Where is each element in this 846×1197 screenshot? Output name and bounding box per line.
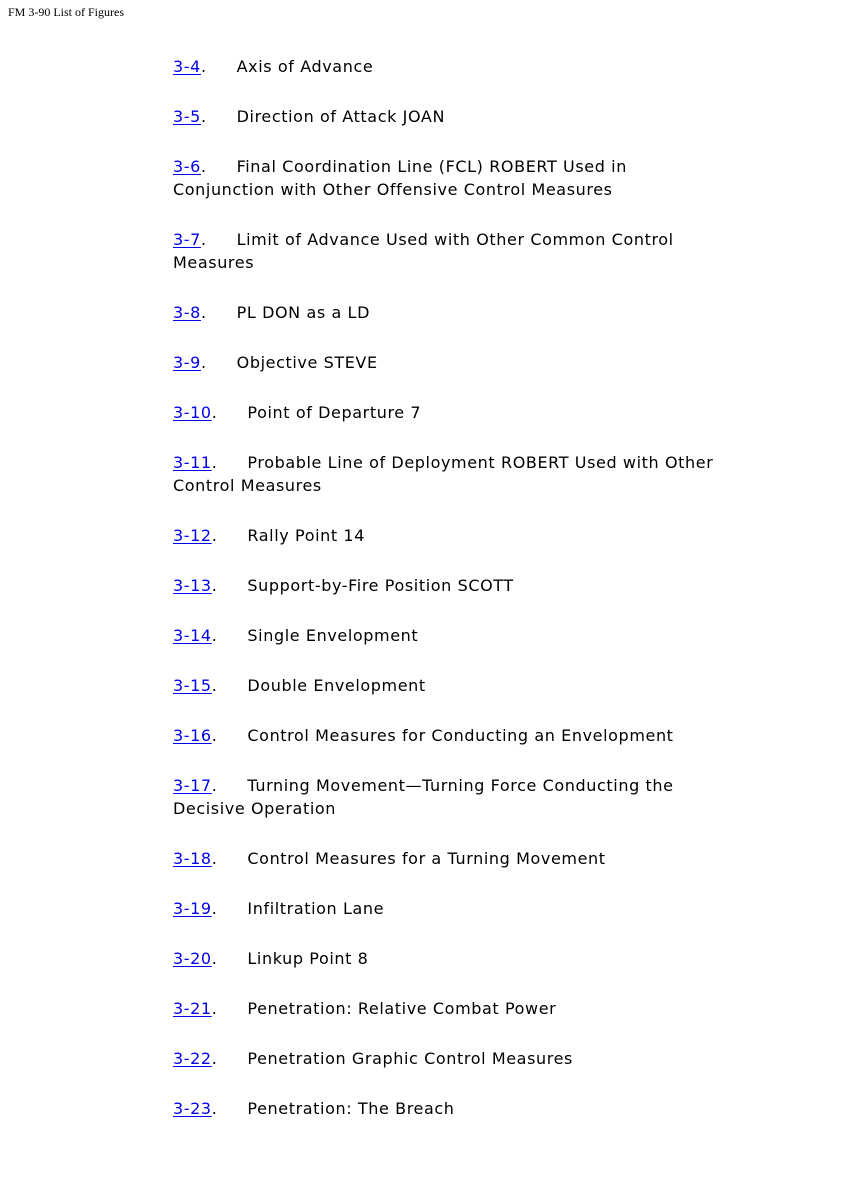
figure-title: Control Measures for Conducting an Envelopment <box>247 726 674 745</box>
figure-entry <box>173 451 733 497</box>
period: . <box>211 899 218 918</box>
figure-title: Penetration: The Breach <box>247 1099 455 1118</box>
figure-link[interactable]: 3-12 <box>173 526 212 545</box>
period: . <box>211 626 218 645</box>
figure-link[interactable]: 3-13 <box>173 576 212 595</box>
period: . <box>211 726 218 745</box>
figure-title: Limit of Advance Used with Other Common Control Measures <box>173 230 674 272</box>
page-header: FM 3-90 List of Figures <box>8 5 125 19</box>
figure-link[interactable]: 3-6 <box>173 157 201 176</box>
figure-entry <box>173 897 733 920</box>
period: . <box>211 1049 218 1068</box>
period: . <box>211 776 218 795</box>
figure-title: Double Envelopment <box>247 676 426 695</box>
figure-entry <box>173 724 733 747</box>
figure-link[interactable]: 3-4 <box>173 57 201 76</box>
figure-title: Direction of Attack JOAN <box>236 107 446 126</box>
figure-link[interactable]: 3-18 <box>173 849 212 868</box>
figure-entry <box>173 847 733 870</box>
figure-entry <box>173 105 733 128</box>
figure-entry <box>173 624 733 647</box>
figure-link[interactable]: 3-16 <box>173 726 212 745</box>
figure-entry <box>173 574 733 597</box>
period: . <box>211 576 218 595</box>
figure-link[interactable]: 3-21 <box>173 999 212 1018</box>
figure-title: Rally Point 14 <box>247 526 365 545</box>
figure-link[interactable]: 3-20 <box>173 949 212 968</box>
figure-entry <box>173 997 733 1020</box>
figure-title: Probable Line of Deployment ROBERT Used with Other Control Measures <box>173 453 714 495</box>
figure-title: Axis of Advance <box>236 57 374 76</box>
figure-link[interactable]: 3-22 <box>173 1049 212 1068</box>
figure-entry <box>173 55 733 78</box>
figure-entry <box>173 401 733 424</box>
period: . <box>211 453 218 472</box>
figure-entry <box>173 301 733 324</box>
figure-title: Turning Movement—Turning Force Conducting the Decisive Operation <box>173 776 674 818</box>
figure-link[interactable]: 3-11 <box>173 453 212 472</box>
figure-link[interactable]: 3-10 <box>173 403 212 422</box>
figure-entry <box>173 351 733 374</box>
figure-title: PL DON as a LD <box>236 303 370 322</box>
period: . <box>211 676 218 695</box>
period: . <box>211 949 218 968</box>
figure-entry <box>173 524 733 547</box>
period: . <box>211 526 218 545</box>
figure-entry <box>173 1097 733 1120</box>
figure-title: Linkup Point 8 <box>247 949 369 968</box>
figure-title: Penetration Graphic Control Measures <box>247 1049 573 1068</box>
figure-link[interactable]: 3-7 <box>173 230 201 249</box>
figure-title: Penetration: Relative Combat Power <box>247 999 557 1018</box>
figure-title: Control Measures for a Turning Movement <box>247 849 606 868</box>
period: . <box>211 403 218 422</box>
figure-entry <box>173 155 733 201</box>
figure-entry <box>173 774 733 820</box>
figure-list <box>173 55 733 1147</box>
figure-title: Infiltration Lane <box>247 899 385 918</box>
period: . <box>200 303 207 322</box>
figure-link[interactable]: 3-14 <box>173 626 212 645</box>
period: . <box>200 57 207 76</box>
figure-entry <box>173 228 733 274</box>
figure-link[interactable]: 3-8 <box>173 303 201 322</box>
figure-entry <box>173 947 733 970</box>
figure-title: Single Envelopment <box>247 626 419 645</box>
figure-link[interactable]: 3-9 <box>173 353 201 372</box>
figure-title: Support-by-Fire Position SCOTT <box>247 576 514 595</box>
figure-link[interactable]: 3-17 <box>173 776 212 795</box>
period: . <box>211 999 218 1018</box>
period: . <box>211 1099 218 1118</box>
figure-entry <box>173 1047 733 1070</box>
period: . <box>200 157 207 176</box>
figure-title: Objective STEVE <box>236 353 378 372</box>
figure-title: Final Coordination Line (FCL) ROBERT Used in Conjunction with Other Offensive Control Measures <box>173 157 627 199</box>
period: . <box>200 230 207 249</box>
period: . <box>200 107 207 126</box>
figure-link[interactable]: 3-5 <box>173 107 201 126</box>
figure-link[interactable]: 3-23 <box>173 1099 212 1118</box>
figure-link[interactable]: 3-15 <box>173 676 212 695</box>
period: . <box>200 353 207 372</box>
figure-title: Point of Departure 7 <box>247 403 422 422</box>
period: . <box>211 849 218 868</box>
figure-link[interactable]: 3-19 <box>173 899 212 918</box>
figure-entry <box>173 674 733 697</box>
